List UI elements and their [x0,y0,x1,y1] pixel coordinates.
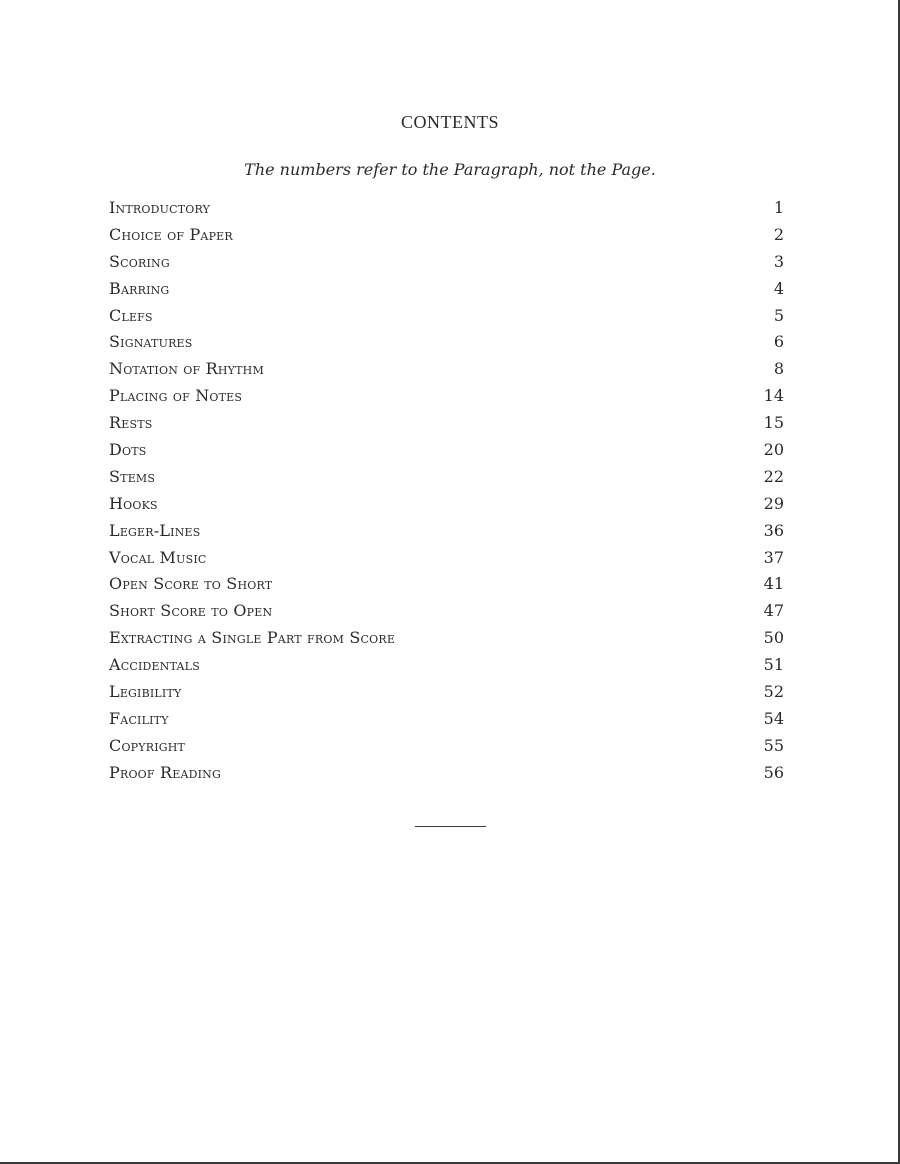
toc-entry-label: Leger-Lines [109,520,201,540]
table-of-contents [109,198,784,790]
toc-entry-open-score-to-short [109,574,784,601]
toc-entry-notation-of-rhythm [109,359,784,386]
toc-entry-number: 2 [773,224,784,244]
toc-entry-scoring [109,252,784,279]
toc-entry-label: Facility [109,708,169,728]
toc-entry-label: Hooks [109,493,158,513]
toc-entry-label: Dots [109,440,147,460]
toc-entry-clefs [109,306,784,333]
toc-entry-choice-of-paper [109,225,784,252]
toc-entry-number: 41 [763,574,784,594]
toc-entry-copyright [109,736,784,763]
toc-entry-label: Proof Reading [109,762,221,782]
toc-entry-label: Choice of Paper [109,224,233,244]
toc-entry-number: 47 [763,601,784,621]
toc-entry-label: Notation of Rhythm [109,359,264,379]
toc-entry-number: 51 [763,655,784,675]
toc-entry-label: Placing of Notes [109,386,243,406]
toc-entry-label: Open Score to Short [109,574,273,594]
toc-entry-rests [109,413,784,440]
toc-entry-number: 36 [763,520,784,540]
toc-entry-number: 54 [763,708,784,728]
toc-entry-label: Short Score to Open [109,601,273,621]
toc-entry-label: Clefs [109,305,153,325]
toc-entry-label: Vocal Music [109,547,207,567]
toc-entry-hooks [109,494,784,521]
toc-entry-vocal-music [109,548,784,575]
toc-entry-legibility [109,682,784,709]
toc-entry-number: 4 [773,278,784,298]
toc-entry-number: 14 [763,386,784,406]
toc-entry-placing-of-notes [109,386,784,413]
toc-entry-number: 20 [763,440,784,460]
toc-entry-leger-lines [109,521,784,548]
toc-entry-label: Copyright [109,735,186,755]
page-subtitle: The numbers refer to the Paragraph, not the Page. [244,160,656,179]
toc-entry-barring [109,279,784,306]
toc-entry-number: 8 [773,359,784,379]
toc-entry-number: 55 [763,735,784,755]
toc-entry-label: Accidentals [109,655,200,675]
toc-entry-label: Barring [109,278,170,298]
toc-entry-extracting-a-single-part [109,628,784,655]
toc-entry-facility [109,709,784,736]
toc-entry-label: Rests [109,413,153,433]
toc-entry-number: 56 [763,762,784,782]
toc-entry-label: Signatures [109,332,193,352]
toc-entry-proof-reading [109,763,784,790]
toc-entry-number: 6 [773,332,784,352]
toc-entry-number: 1 [773,198,784,217]
page-title: CONTENTS [401,112,499,132]
toc-entry-label: Scoring [109,251,170,271]
toc-entry-number: 37 [763,547,784,567]
toc-entry-label: Stems [109,466,156,486]
toc-entry-number: 50 [763,628,784,648]
toc-entry-accidentals [109,655,784,682]
toc-entry-signatures [109,332,784,359]
toc-entry-stems [109,467,784,494]
toc-entry-number: 29 [763,493,784,513]
toc-entry-number: 3 [773,251,784,271]
section-divider [415,826,486,827]
toc-entry-label: Introductory [109,198,211,217]
toc-entry-short-score-to-open [109,601,784,628]
toc-entry-number: 15 [763,413,784,433]
toc-entry-number: 52 [763,682,784,702]
toc-entry-label: Extracting a Single Part from Score [109,628,396,648]
toc-entry-number: 22 [763,466,784,486]
toc-entry-introductory [109,198,784,225]
toc-entry-dots [109,440,784,467]
toc-entry-number: 5 [773,305,784,325]
toc-entry-label: Legibility [109,682,182,702]
